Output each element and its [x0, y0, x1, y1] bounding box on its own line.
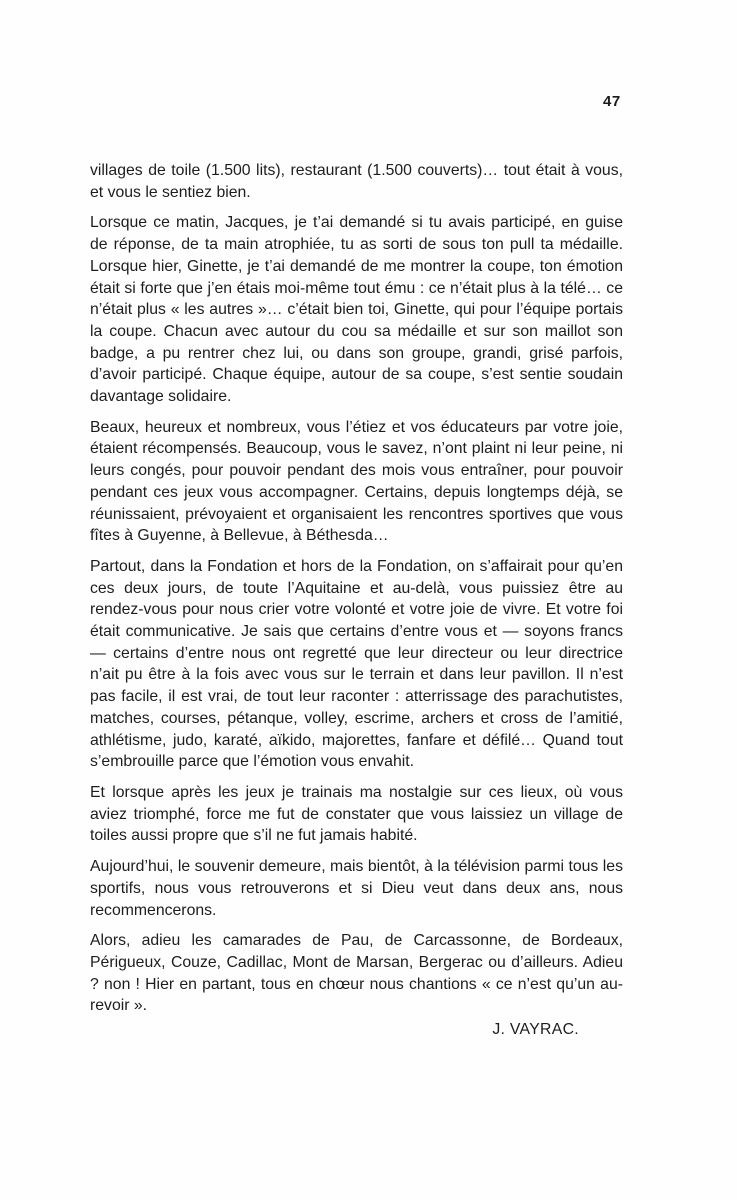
article-body [90, 160, 623, 1041]
paragraph-5: Et lorsque après les jeux je trainais ma nostalgie sur ces lieux, où vous aviez triomphé, force me fut de constater que vous laissiez un village de toiles aussi propre que s’il ne fut jamais habité. [90, 783, 623, 845]
paragraph-7: Alors, adieu les camarades de Pau, de Carcassonne, de Bordeaux, Périgueux, Couze, Cadillac, Mont de Marsan, Bergerac ou d’ailleurs. Adieu ? non ! Hier en partant, tous en chœur nous chantions « ce n’est qu’un au-revoir ». [90, 932, 623, 1015]
paragraph-4: Partout, dans la Fondation et hors de la Fondation, on s’affairait pour qu’en ces deux jours, de toute l’Aquitaine et au-delà, vous puissiez être au rendez-vous pour nous crier votre volonté et votre joie de vivre. Et votre foi était communicative. Je sais que certains d’entre vous et — soyons francs — certains d’entre nous ont regretté que leur directeur ou leur directrice n’ait pu être à la fois avec vous sur le terrain et dans leur pavillon. Il n’est pas facile, il est vrai, de tout leur raconter : atterrissage des parachutistes, matches, courses, pétanque, volley, escrime, archers et cross de l’amitié, athlétisme, judo, karaté, aïkido, majorettes, fanfare et défilé… Quand tout s’embrouille parce que l’émotion vous envahit. [90, 557, 623, 771]
page-number: 47 [603, 93, 621, 110]
paragraph-1: villages de toile (1.500 lits), restaurant (1.500 couverts)… tout était à vous, et vous le sentiez bien. [90, 162, 623, 201]
author-signature: J. VAYRAC. [492, 1021, 579, 1039]
paragraph-2: Lorsque ce matin, Jacques, je t’ai demandé si tu avais participé, en guise de réponse, de ta main atrophiée, tu as sorti de sous ton pull ta médaille. Lorsque hier, Ginette, je t’ai demandé de me montrer la coupe, ton émotion était si forte que j’en étais moi-même tout ému : ce n’était plus à la télé… ce n’était plus « les autres »… c’était bien toi, Ginette, qui pour l’équipe portais la coupe. Chacun avec autour du cou sa médaille et sur son maillot son badge, a pu rentrer chez lui, ou dans son groupe, grandi, grisé parfois, d’avoir participé. Chaque équipe, autour de sa coupe, s’est sentie soudain davantage solidaire. [90, 214, 623, 406]
paragraph-6: Aujourd’hui, le souvenir demeure, mais bientôt, à la télévision parmi tous les sportifs, nous vous retrouverons et si Dieu veut dans deux ans, nous recommencerons. [90, 858, 623, 919]
paragraph-3: Beaux, heureux et nombreux, vous l’étiez et vos éducateurs par votre joie, étaient récompensés. Beaucoup, vous le savez, n’ont plaint ni leur peine, ni leurs congés, pour pouvoir pendant des mois vous entraîner, pour pouvoir pendant ces jeux vous accompagner. Certains, depuis longtemps déjà, se réunissaient, prévoyaient et organisaient les rencontres sportives que vous fîtes à Guyenne, à Bellevue, à Béthesda… [90, 418, 623, 545]
